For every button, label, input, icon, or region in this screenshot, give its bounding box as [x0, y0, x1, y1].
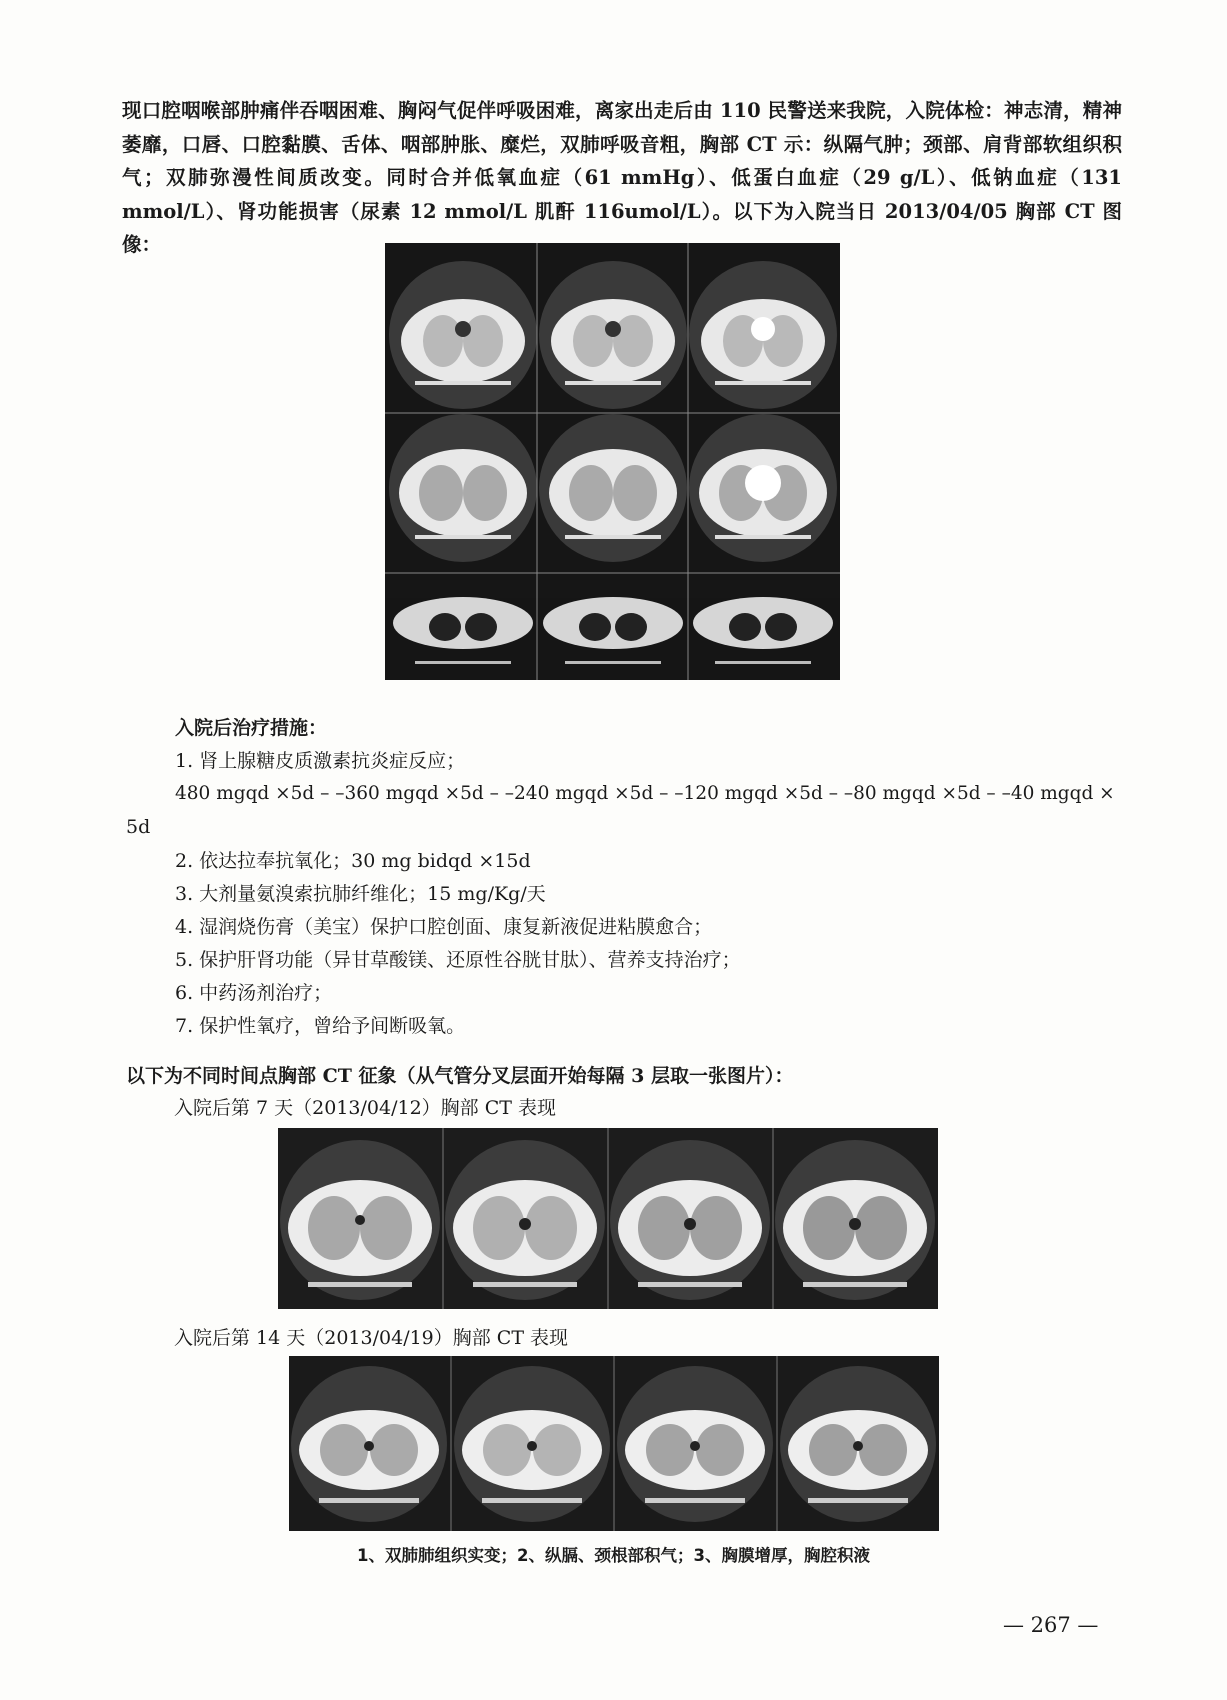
day14-label: 入院后第 14 天（2013/04/19）胸部 CT 表现	[174, 1327, 569, 1349]
ct-image-admission	[385, 243, 840, 680]
ct-image-day14	[289, 1356, 939, 1531]
treatment-item-3: 3. 大剂量氨溴索抗肺纤维化；15 mg/Kg/天	[175, 883, 546, 905]
treatment-item-1: 1. 肾上腺糖皮质激素抗炎症反应；	[175, 750, 466, 772]
ct-row-1	[389, 261, 837, 409]
day7-label: 入院后第 7 天（2013/04/12）胸部 CT 表现	[174, 1097, 556, 1119]
treatment-item-5: 5. 保护肝肾功能（异甘草酸镁、还原性谷胱甘肽）、营养支持治疗；	[175, 949, 741, 971]
page-number: — 267 —	[1003, 1613, 1099, 1637]
treatment-item-4: 4. 湿润烧伤膏（美宝）保护口腔创面、康复新液促进粘膜愈合；	[175, 916, 713, 938]
ct-row-2	[389, 414, 837, 562]
followup-heading: 以下为不同时间点胸部 CT 征象（从气管分叉层面开始每隔 3 层取一张图片）：	[126, 1065, 794, 1087]
figure-caption: 1、双肺肺组织实变；2、纵膈、颈根部积气；3、胸膜增厚，胸腔积液	[357, 1546, 870, 1565]
ct-row-3	[385, 597, 840, 680]
treatment-item-2: 2. 依达拉奉抗氧化；30 mg bidqd ×15d	[175, 850, 531, 872]
treatment-item-7: 7. 保护性氧疗，曾给予间断吸氧。	[175, 1015, 466, 1037]
treatment-item-6: 6. 中药汤剂治疗；	[175, 982, 333, 1004]
dose-schedule-line-1: 480 mgqd ×5d – –360 mgqd ×5d – –240 mgqd ×5d – –120 mgqd ×5d – –80 mgqd ×5d – –40 mgqd ×	[175, 783, 1115, 804]
ct-image-day7	[278, 1128, 938, 1309]
intro-paragraph: 现口腔咽喉部肿痛伴吞咽困难、胸闷气促伴呼吸困难，离家出走后由 110 民警送来我院，入院体检：神志清，精神萎靡，口唇、口腔黏膜、舌体、咽部肿胀、糜烂，双肺呼吸音粗，胸部 CT 示：纵隔气肿；颈部、肩背部软组织积气；双肺弥漫性间质改变。同时合并低氧血症（61 mmHg）、低蛋白血症（29 g/L）、低钠血症（131 mmol/L）、肾功能损害（尿素 12 mmol/L 肌酐 116umol/L）。以下为入院当日 2013/04/05 胸部 CT 图像：	[122, 99, 1122, 256]
treatment-heading: 入院后治疗措施：	[175, 717, 328, 739]
dose-schedule-line-2: 5d	[126, 816, 151, 838]
